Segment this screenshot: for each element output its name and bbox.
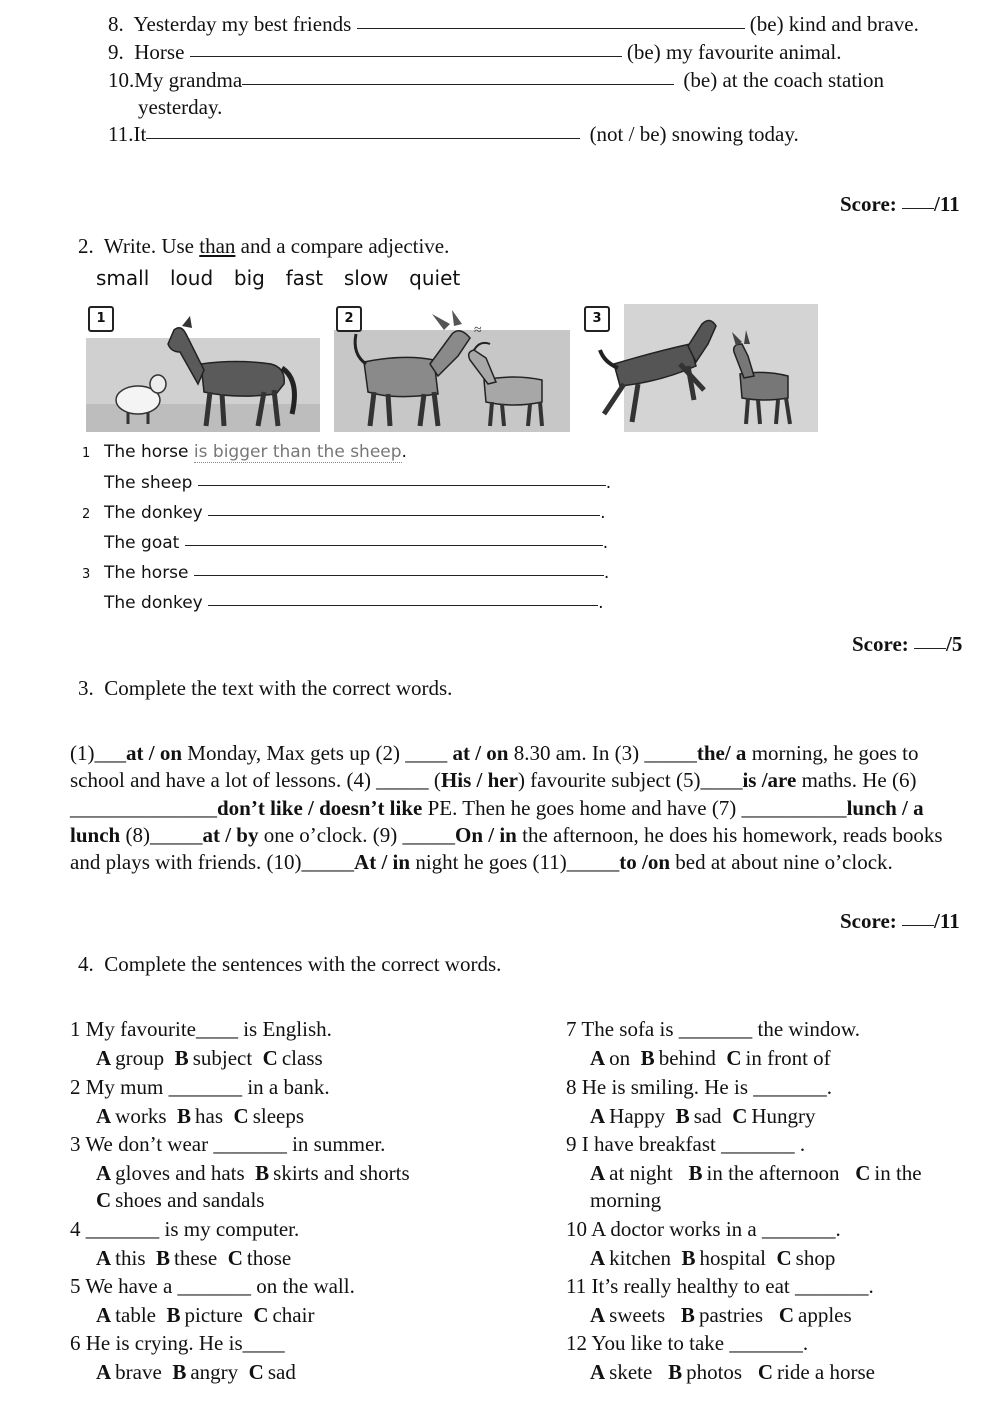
option[interactable]: sad [267,1360,296,1384]
options-8: A Happy B sad C Hungry [590,1104,816,1128]
option[interactable]: in the [874,1161,922,1185]
option[interactable]: skirts and shorts [273,1161,410,1185]
answer-blank[interactable] [190,55,622,57]
options-9-cont: morning [590,1188,662,1212]
option[interactable]: shop [795,1246,836,1270]
question-3: 3 We don’t wear _______ in summer. [70,1132,386,1156]
option[interactable]: behind [658,1046,716,1070]
option[interactable]: works [115,1104,167,1128]
option[interactable]: hospital [699,1246,766,1270]
option[interactable]: photos [686,1360,743,1384]
score-blank[interactable] [902,207,934,209]
example-answer: is bigger than the sheep [193,442,402,462]
horse-sheep-illustration [86,304,320,432]
score-blank[interactable] [914,647,946,649]
question-8: 8 He is smiling. He is _______. [566,1075,832,1099]
options-12: A skete B photos C ride a horse [590,1360,875,1384]
svg-text:≈: ≈ [474,323,482,338]
options-9: A at night B in the afternoon C in the [590,1161,922,1185]
compare-row-1: 1 The horse is bigger than the sheep. [82,442,407,462]
option[interactable]: pastries [698,1303,764,1327]
score-3: Score: /11 [840,909,960,933]
picture-number: 1 [88,306,114,332]
option[interactable]: this [115,1246,146,1270]
answer-blank[interactable] [242,83,674,85]
option[interactable]: Happy [609,1104,666,1128]
option[interactable]: gloves and hats [115,1161,245,1185]
answer-blank[interactable] [194,574,604,576]
option[interactable]: angry [190,1360,239,1384]
compare-row-5: 3 The horse . [82,563,610,583]
item-8: 8. Yesterday my best friends (be) kind and brave. [108,12,919,36]
option[interactable]: table [115,1303,156,1327]
compare-row-3: 2 The donkey . [82,503,606,523]
item-11: 11.It (not / be) snowing today. [108,122,799,146]
picture-number: 2 [336,306,362,332]
options-7: A on B behind C in front of [590,1046,831,1070]
item-9: 9. Horse (be) my favourite animal. [108,40,842,64]
question-9: 9 I have breakfast _______ . [566,1132,806,1156]
compare-row-4: The goat . [104,533,609,553]
option[interactable]: skete [609,1360,653,1384]
option[interactable]: apples [798,1303,852,1327]
option[interactable]: in front of [745,1046,831,1070]
option[interactable]: those [246,1246,292,1270]
options-3-cont: C shoes and sandals [96,1188,265,1212]
item-10: 10.My grandma (be) at the coach station [108,68,884,92]
option[interactable]: sweets [609,1303,666,1327]
question-1: 1 My favourite____ is English. [70,1017,332,1041]
question-12: 12 You like to take _______. [566,1331,809,1355]
options-5: A table B picture C chair [96,1303,315,1327]
question-11: 11 It’s really healthy to eat _______. [566,1274,874,1298]
donkey-goat-illustration [334,304,570,432]
picture-donkey-goat [334,304,570,432]
option[interactable]: chair [272,1303,315,1327]
option[interactable]: subject [192,1046,253,1070]
item-10-continuation: yesterday. [138,95,223,119]
compare-row-2: The sheep . [104,473,612,493]
answer-blank[interactable] [208,604,598,606]
options-2: A works B has C sleeps [96,1104,305,1128]
adjective-bank: small loud big fast slow quiet [96,266,461,290]
option[interactable]: has [195,1104,224,1128]
option[interactable]: kitchen [609,1246,671,1270]
option[interactable]: group [115,1046,165,1070]
options-3: A gloves and hats B skirts and shorts [96,1161,410,1185]
picture-horse-donkey [584,304,818,432]
score-1: Score: /11 [840,192,960,216]
section-2-heading: 2. Write. Use than and a compare adjective. [78,234,450,258]
option[interactable]: sleeps [252,1104,305,1128]
cloze-paragraph: (1)___at / on Monday, Max gets up (2) ____ at / on 8.30 am. In (3) _____the/ a morning, he goes to school and have a lot of lessons. (4) _____ (His / her) favourite subject (5)____is /are maths. He (6) ______________don’t like / doesn’t like PE. Then he goes home and have (7) __________lunch / a lunch (8)_____at / by one o’clock. (9) _____On / in the afternoon, he does his homework, reads books and plays with friends. (10)_____At / in night he goes (11)_____to /on bed at about nine o’clock. [70,741,943,875]
answer-blank[interactable] [357,27,745,29]
section-4-heading: 4. Complete the sentences with the correct words. [78,952,502,976]
option[interactable]: in the afternoon [706,1161,840,1185]
question-5: 5 We have a _______ on the wall. [70,1274,355,1298]
option[interactable]: class [281,1046,323,1070]
score-blank[interactable] [902,924,934,926]
picture-number: 3 [584,306,610,332]
options-10: A kitchen B hospital C shop [590,1246,836,1270]
option[interactable]: on [609,1046,631,1070]
answer-blank[interactable] [208,514,600,516]
picture-horse-sheep [86,304,320,432]
option[interactable]: these [174,1246,218,1270]
option[interactable]: picture [184,1303,243,1327]
section-3-heading: 3. Complete the text with the correct words. [78,676,453,700]
answer-blank[interactable] [146,137,580,139]
option[interactable]: brave [115,1360,162,1384]
option[interactable]: sad [693,1104,722,1128]
options-4: A this B these C those [96,1246,292,1270]
question-6: 6 He is crying. He is____ [70,1331,285,1355]
options-11: A sweets B pastries C apples [590,1303,852,1327]
question-7: 7 The sofa is _______ the window. [566,1017,860,1041]
option[interactable]: ride a horse [777,1360,875,1384]
options-1: A group B subject C class [96,1046,323,1070]
compare-row-6: The donkey . [104,593,604,613]
question-2: 2 My mum _______ in a bank. [70,1075,330,1099]
question-4: 4 _______ is my computer. [70,1217,300,1241]
option[interactable]: shoes and sandals [115,1188,265,1212]
answer-blank[interactable] [185,544,603,546]
answer-blank[interactable] [198,484,606,486]
options-6: A brave B angry C sad [96,1360,296,1384]
option[interactable]: Hungry [751,1104,816,1128]
score-2: Score: /5 [852,632,963,656]
option[interactable]: at night [609,1161,673,1185]
horse-donkey-illustration [584,304,818,432]
question-10: 10 A doctor works in a _______. [566,1217,841,1241]
